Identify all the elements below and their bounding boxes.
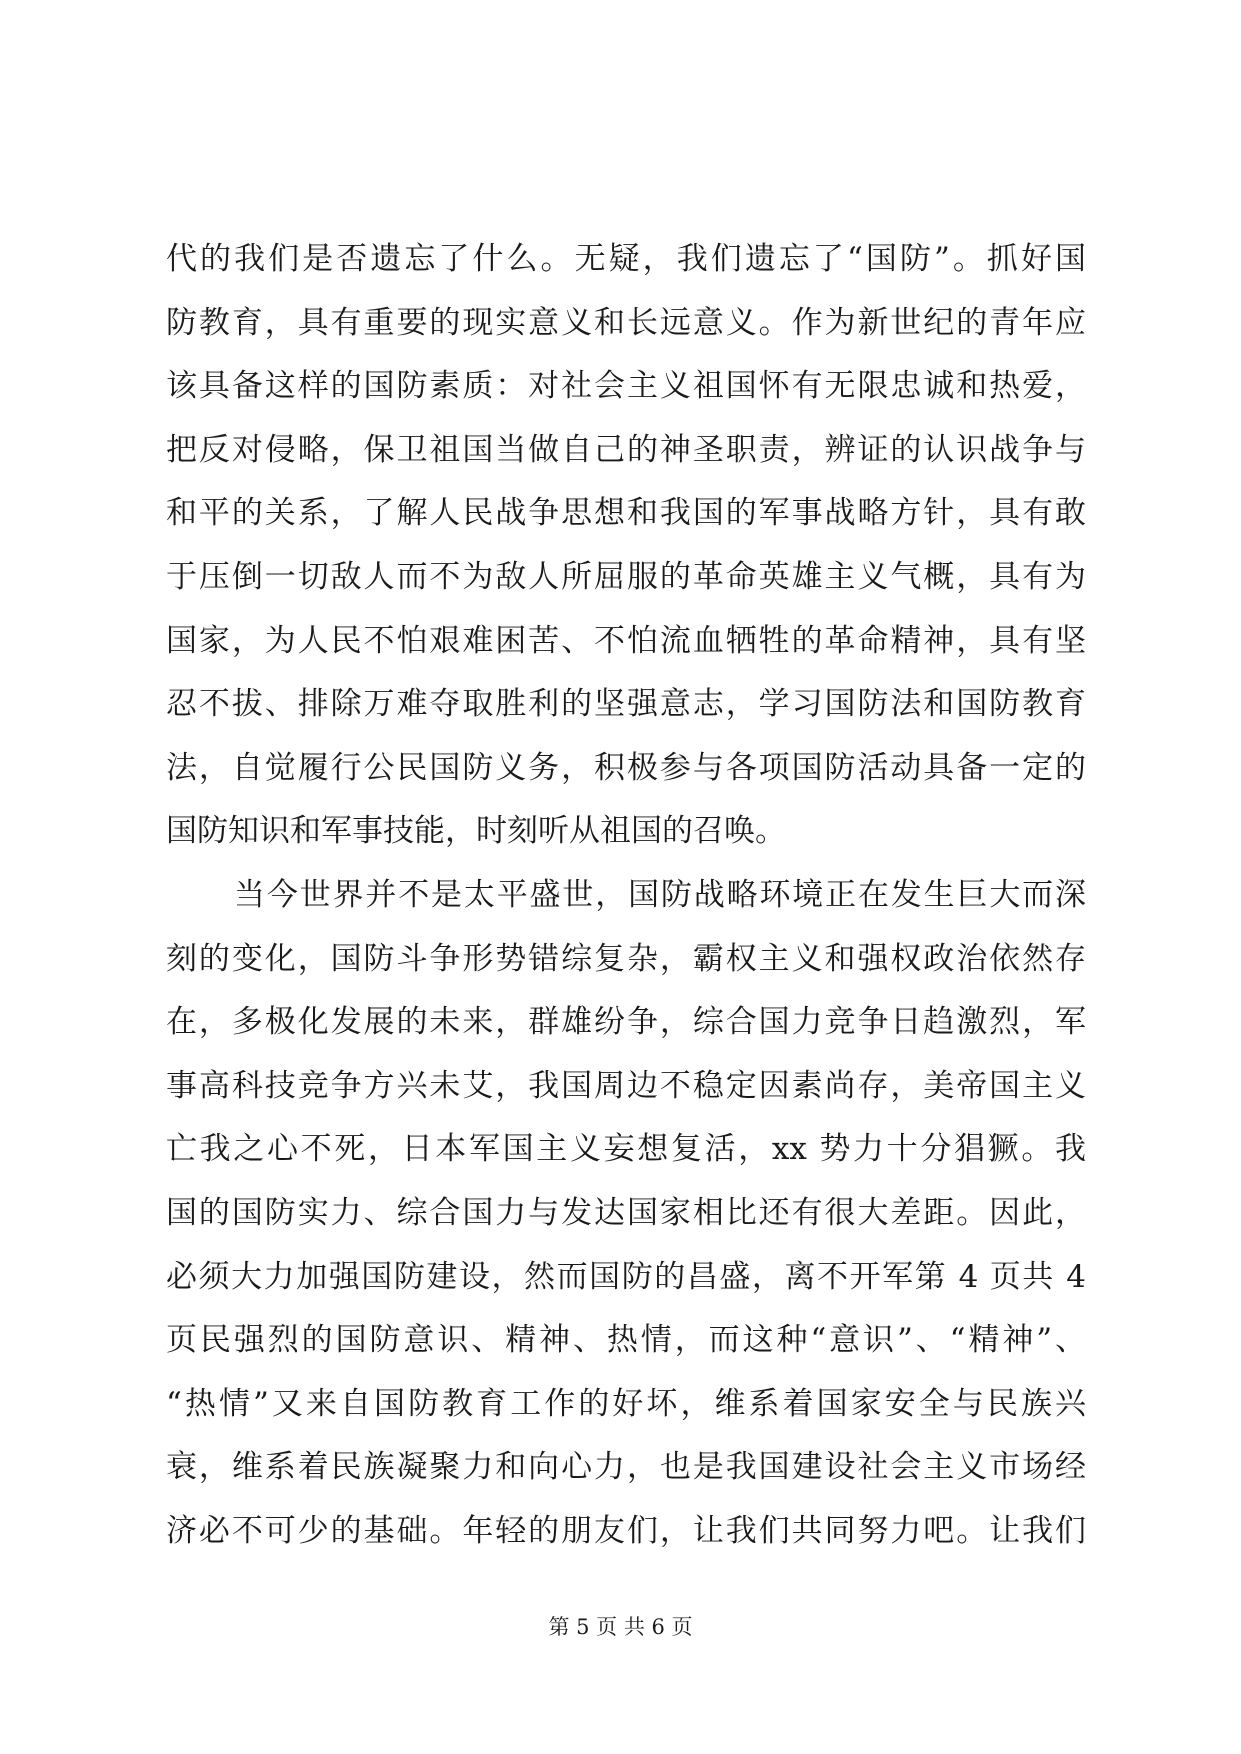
text-line-4: 把反对侵略，保卫祖国当做自己的神圣职责，辨证的认识战争与 — [166, 431, 1086, 468]
text-line-6: 于压倒一切敌人而不为敌人所屈服的革命英雄主义气概，具有为 — [166, 558, 1086, 595]
text-line-19: “热情”又来自国防教育工作的好坏，维系着国家安全与民族兴 — [166, 1385, 1086, 1422]
text-line-3: 该具备这样的国防素质：对社会主义祖国怀有无限忠诚和热爱， — [166, 368, 1086, 405]
body-text — [166, 228, 1086, 1563]
text-line-2: 防教育，具有重要的现实意义和长远意义。作为新世纪的青年应 — [166, 304, 1086, 341]
text-line-15: 亡我之心不死，日本军国主义妄想复活，xx 势力十分猖獗。我 — [166, 1131, 1086, 1168]
text-line-10: 国防知识和军事技能，时刻听从祖国的召唤。 — [166, 813, 786, 850]
page-number: 第 5 页 共 6 页 — [548, 1615, 693, 1639]
text-line-8: 忍不拔、排除万难夺取胜利的坚强意志，学习国防法和国防教育 — [166, 686, 1086, 723]
text-line-20: 衰，维系着民族凝聚力和向心力，也是我国建设社会主义市场经 — [166, 1449, 1086, 1486]
text-line-16: 国的国防实力、综合国力与发达国家相比还有很大差距。因此， — [166, 1194, 1086, 1231]
page-footer — [0, 1612, 1241, 1642]
text-line-14: 事高科技竞争方兴未艾，我国周边不稳定因素尚存，美帝国主义 — [166, 1067, 1086, 1104]
text-line-7: 国家，为人民不怕艰难困苦、不怕流血牺牲的革命精神，具有坚 — [166, 622, 1086, 659]
text-line-5: 和平的关系，了解人民战争思想和我国的军事战略方针，具有敢 — [166, 495, 1086, 532]
text-line-9: 法，自觉履行公民国防义务，积极参与各项国防活动具备一定的 — [166, 749, 1086, 786]
text-line-11: 当今世界并不是太平盛世，国防战略环境正在发生巨大而深 — [234, 876, 1086, 913]
text-line-1: 代的我们是否遗忘了什么。无疑，我们遗忘了“国防”。抓好国 — [166, 241, 1086, 277]
text-line-17: 必须大力加强国防建设，然而国防的昌盛，离不开军第 4 页共 4 — [166, 1258, 1086, 1295]
text-line-12: 刻的变化，国防斗争形势错综复杂，霸权主义和强权政治依然存 — [166, 940, 1086, 977]
text-line-21: 济必不可少的基础。年轻的朋友们，让我们共同努力吧。让我们 — [166, 1512, 1086, 1549]
text-line-13: 在，多极化发展的未来，群雄纷争，综合国力竞争日趋激烈，军 — [166, 1004, 1086, 1041]
text-line-18: 页民强烈的国防意识、精神、热情，而这种“意识”、“精神”、 — [166, 1322, 1086, 1359]
